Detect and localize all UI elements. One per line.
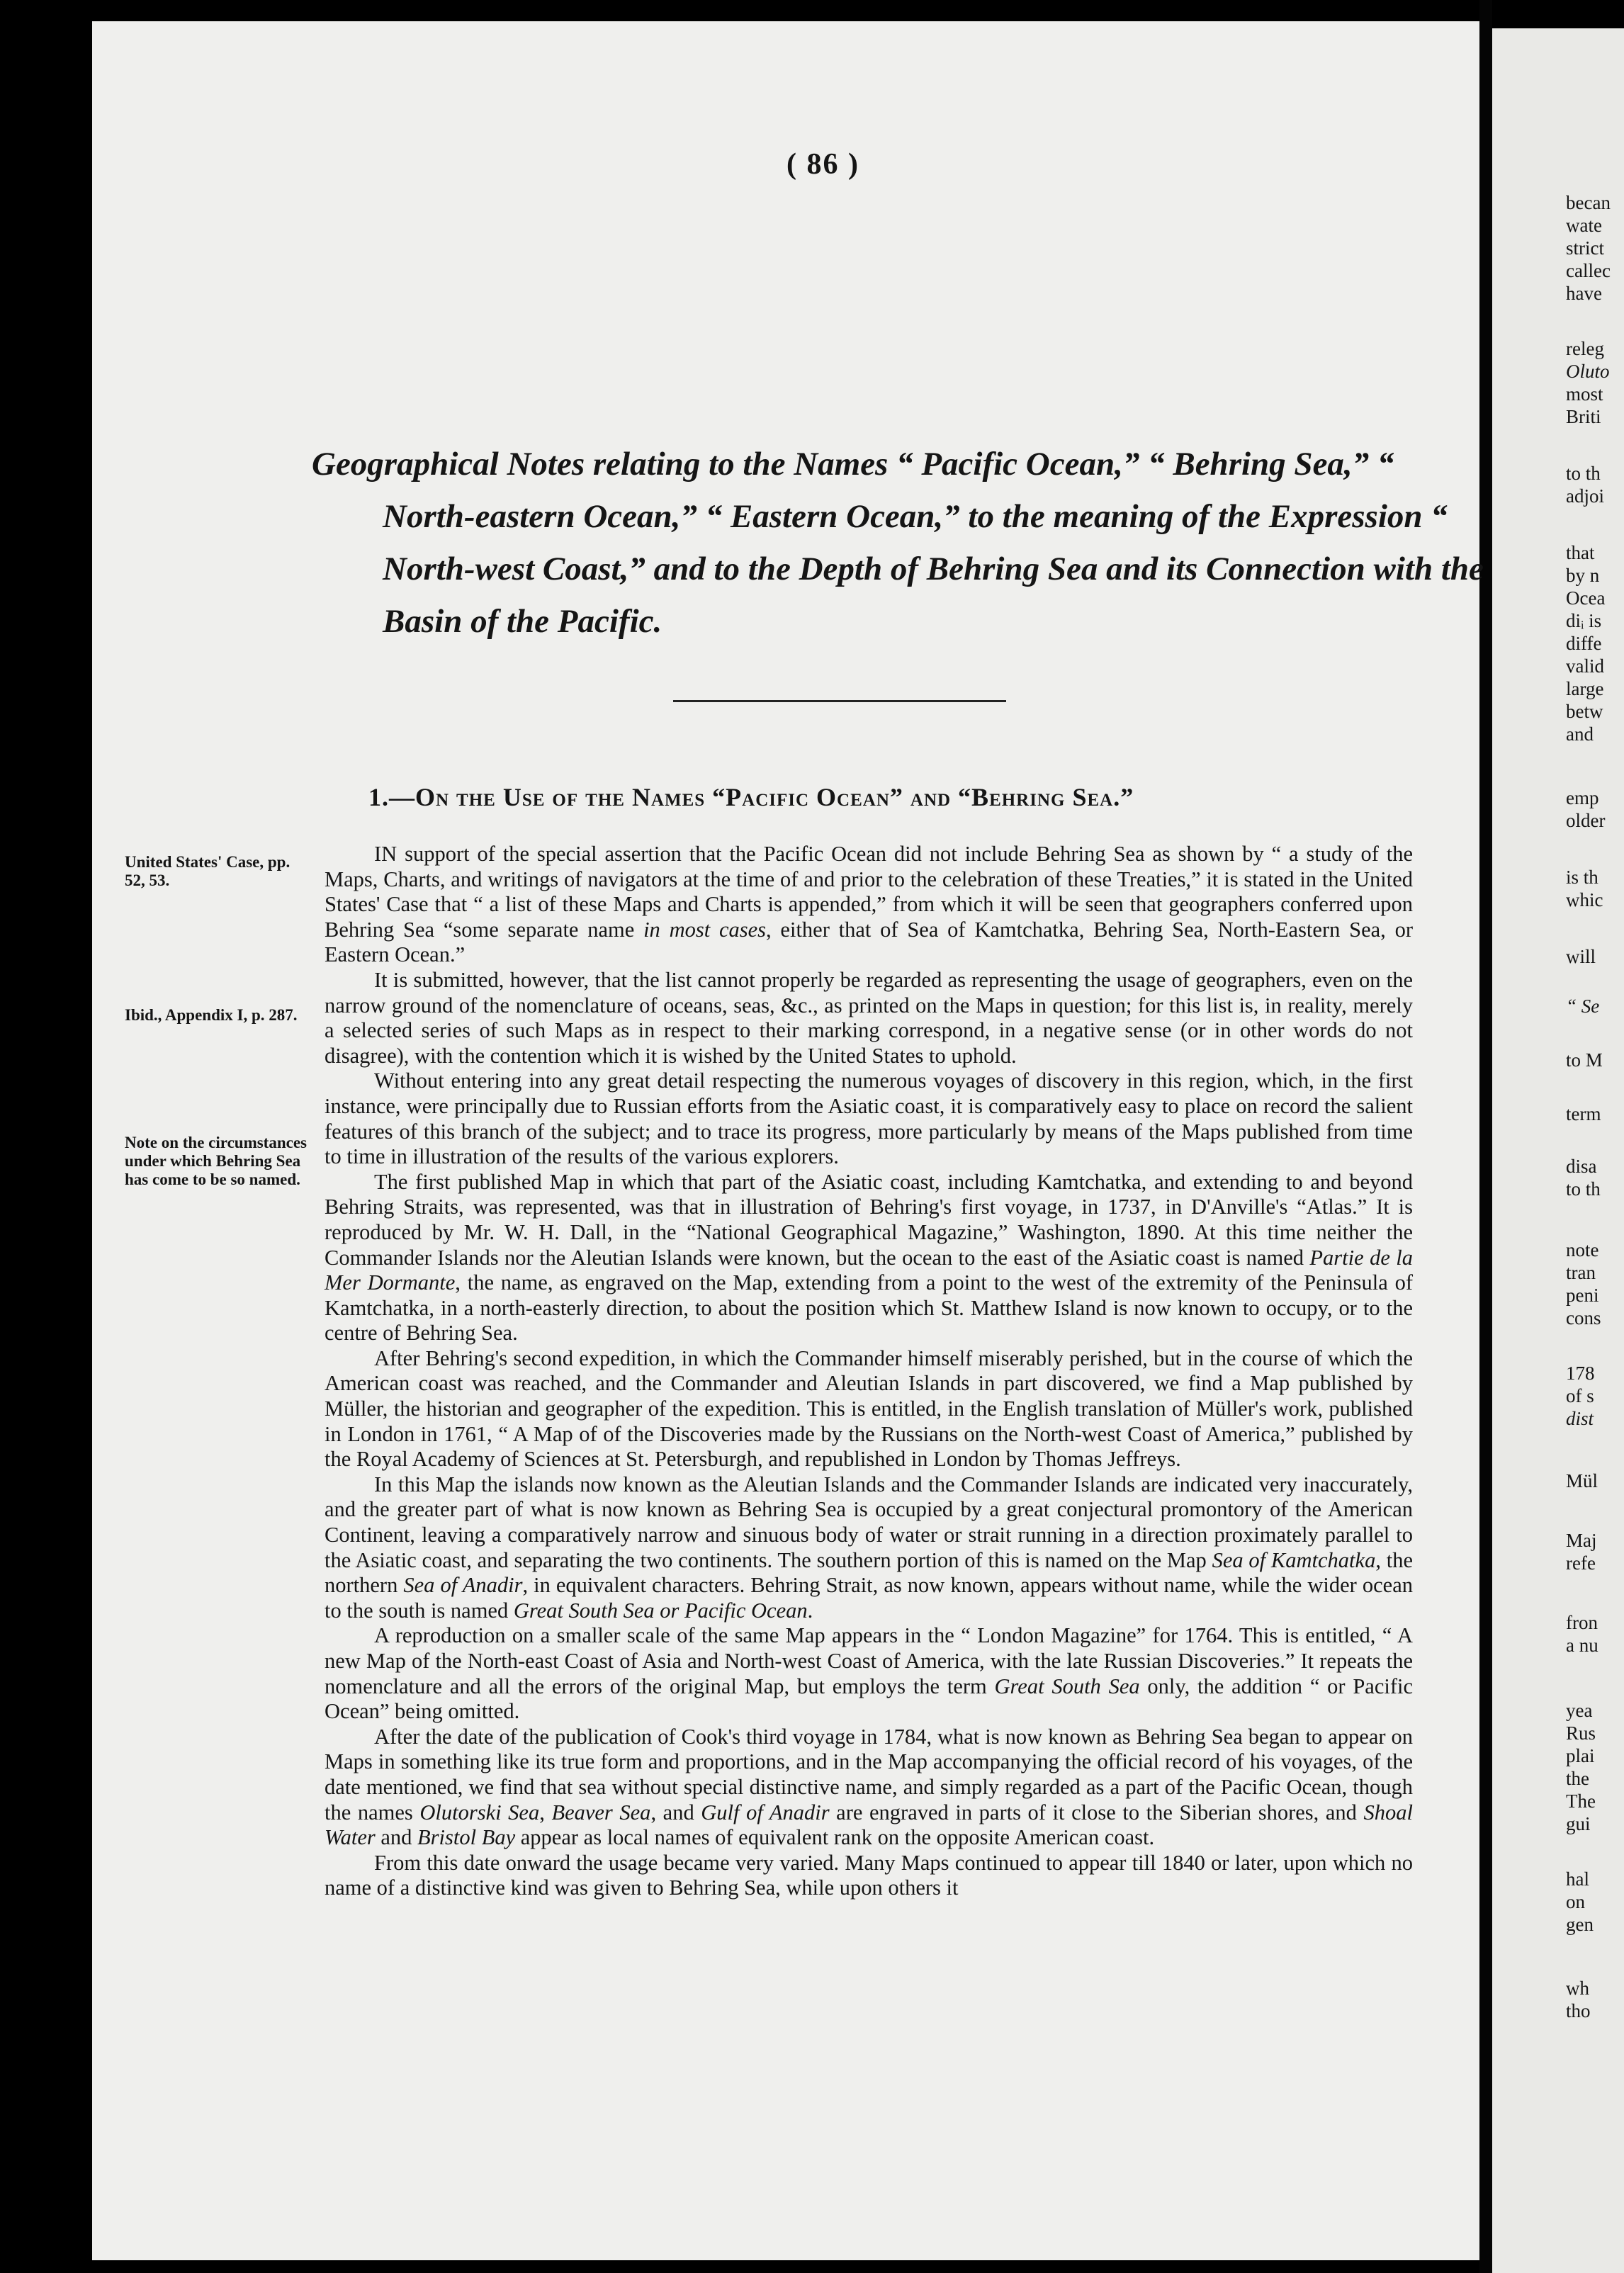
adjacent-page-fragment: yea xyxy=(1566,1700,1593,1721)
adjacent-page-fragment: tho xyxy=(1566,2000,1591,2021)
adjacent-page-fragment: valid xyxy=(1566,655,1604,677)
adjacent-page-fragment: that xyxy=(1566,542,1595,563)
adjacent-page-fragment: 178 xyxy=(1566,1363,1595,1384)
paragraph: The first published Map in which that part of the Asiatic coast, including Kamtchatka, and extending to and beyond Behring Straits, was represented, was that in illustration of Behring's first voyage, in 1737, in D'Anville's “Atlas.” It is reproduced by Mr. W. H. Dall, in the “National Geographical Magazine,” Washington, 1890. At this time neither the Commander Islands nor the Aleutian Islands were known, but the ocean to the east of the Asiatic coast is named Partie de la Mer Dormante, the name, as engraved on the Map, extending from a point to the west of the extremity of the Peninsula of Kamtchatka, in a north-easterly direction, to about the position which St. Matthew Island is now known to occupy, or to the centre of Behring Sea. xyxy=(325,1169,1413,1346)
adjacent-page-fragment: cons xyxy=(1566,1307,1601,1329)
adjacent-page-fragment: “ Se xyxy=(1566,996,1600,1017)
paragraph: IN support of the special assertion that the Pacific Ocean did not include Behring Sea as shown by “ a study of the Maps, Charts, and writings of navigators at the time of and prior to the celebration of these Treaties,” it is stated in the United States' Case that “ a list of these Maps and Charts is appended,” from which it will be seen that geographers conferred upon Behring Sea “some separate name in most cases, either that of Sea of Kamtchatka, Behring Sea, North-Eastern Sea, or Eastern Ocean.” xyxy=(325,842,1413,967)
adjacent-page-fragment: plai xyxy=(1566,1745,1595,1766)
italic-term: Shoal Water xyxy=(325,1800,1413,1850)
italic-term: Great South Sea xyxy=(994,1674,1140,1698)
adjacent-page-fragment: betw xyxy=(1566,701,1603,722)
adjacent-page-fragment: have xyxy=(1566,283,1602,304)
adjacent-page-fragment: callec xyxy=(1566,260,1611,281)
paragraph: In this Map the islands now known as the Aleutian Islands and the Commander Islands are indicated very inaccurately, and the greater part of what is now known as Behring Sea is occupied by a great conjectural promontory of the American Continent, leaving a comparatively narrow and sinuous body of water or strait running in a direction proximately parallel to the Asiatic coast, and separating the two continents. The southern portion of this is named on the Map Sea of Kamtchatka, the northern Sea of Anadir, in equivalent characters. Behring Strait, as now known, appears without name, while the wider ocean to the south is named Great South Sea or Pacific Ocean. xyxy=(325,1472,1414,1623)
adjacent-page-fragment: gui xyxy=(1566,1813,1591,1834)
adjacent-page-fragment: releg xyxy=(1566,338,1604,359)
adjacent-page-fragment: disa xyxy=(1566,1156,1597,1177)
adjacent-page-fragment: diᵢ is xyxy=(1566,610,1602,631)
adjacent-page-fragment: on xyxy=(1566,1891,1585,1912)
adjacent-page-fragment: tran xyxy=(1566,1262,1596,1283)
adjacent-page-fragment: wate xyxy=(1566,215,1602,236)
adjacent-page-fragment: dist xyxy=(1566,1408,1594,1429)
italic-term: Great South Sea or Pacific Ocean xyxy=(513,1598,808,1623)
adjacent-page-fragment: Ocea xyxy=(1566,587,1606,609)
page-number: ( 86 ) xyxy=(786,148,859,181)
paragraph: From this date onward the usage became very varied. Many Maps continued to appear till 1840 or later, upon which no name of a distinctive kind was given to Behring Sea, while upon others it xyxy=(325,1850,1413,1900)
italic-term: Sea of Kamtchatka xyxy=(1212,1547,1376,1572)
adjacent-page-fragment: to M xyxy=(1566,1049,1603,1071)
adjacent-page-fragment: whic xyxy=(1566,889,1603,910)
italic-term: Partie de la Mer Dormante xyxy=(325,1245,1413,1295)
adjacent-page-fragment: the xyxy=(1566,1768,1589,1789)
paragraph: After the date of the publication of Cook's third voyage in 1784, what is now known as Behring Sea began to appear on Maps in something like its true form and proportions, and in the Map accompanying the official record of his voyages, of the date mentioned, we find that sea without special distinctive name, and simply regarded as a part of the Pacific Ocean, though the names Olutorski Sea, Beaver Sea, and Gulf of Anadir are engraved in parts of it close to the Siberian shores, and Shoal Water and Bristol Bay appear as local names of equivalent rank on the opposite American coast. xyxy=(325,1724,1413,1850)
adjacent-page-fragment: adjoi xyxy=(1566,485,1604,507)
adjacent-page-fragment: note xyxy=(1566,1239,1599,1260)
adjacent-page-fragment: most xyxy=(1566,383,1603,405)
adjacent-page-fragment: Maj xyxy=(1566,1530,1597,1551)
section-heading: 1.—On the Use of the Names “Pacific Ocean” and “Behring Sea.” xyxy=(368,783,1134,811)
adjacent-page-fragment: a nu xyxy=(1566,1635,1598,1656)
adjacent-page-fragment: becan xyxy=(1566,192,1611,213)
page-gutter xyxy=(1479,0,1492,2273)
adjacent-page-fragment: The xyxy=(1566,1790,1596,1812)
adjacent-page-fragment: fron xyxy=(1566,1612,1598,1633)
adjacent-page-fragment: peni xyxy=(1566,1285,1599,1306)
adjacent-page-fragment: of s xyxy=(1566,1385,1594,1406)
paragraph: A reproduction on a smaller scale of the same Map appears in the “ London Magazine” for 1764. This is entitled, “ A new Map of the North-east Coast of Asia and North-west Coast of America, with the late Russian Discoveries.” It repeats the nomenclature and all the errors of the original Map, but employs the term Great South Sea only, the addition “ or Pacific Ocean” being omitted. xyxy=(325,1623,1413,1724)
adjacent-page-fragment: large xyxy=(1566,678,1604,699)
sidenote-appendix: Ibid., Appendix I, p. 287. xyxy=(125,1006,298,1024)
italic-term: in most cases xyxy=(643,917,767,942)
adjacent-page-fragment: by n xyxy=(1566,565,1600,586)
adjacent-page-fragment: Briti xyxy=(1566,406,1601,427)
adjacent-page-fragment: term xyxy=(1566,1103,1601,1124)
adjacent-page-fragment: will xyxy=(1566,946,1596,967)
document-title: Geographical Notes relating to the Names “ Pacific Ocean,” “ Behring Sea,” “ North-eastern Ocean,” “ Eastern Ocean,” to the meaning of the Expression “ North-west Coast,” and to the Depth of Behring Sea and its Connection with the Basin of the Pacific. xyxy=(312,446,1484,640)
italic-term: Gulf of Anadir xyxy=(701,1800,830,1824)
paragraph: Without entering into any great detail respecting the numerous voyages of discovery in this region, which, in the first instance, were principally due to Russian efforts from the Asiatic coast, it is comparatively easy to place on record the salient features of this branch of the subject; and to trace its progress, more particularly by means of the Maps published from time to time in illustration of the results of the various explorers. xyxy=(325,1068,1413,1169)
adjacent-page-fragment: Rus xyxy=(1566,1722,1596,1744)
adjacent-page-fragment: refe xyxy=(1566,1552,1596,1574)
adjacent-page-fragment: to th xyxy=(1566,463,1601,484)
adjacent-page-fragment: strict xyxy=(1566,237,1604,259)
paragraph: After Behring's second expedition, in which the Commander himself miserably perished, but in the course of which the American coast was reached, and the Commander and Aleutian Islands in part discovered, we find a Map published by Müller, the historian and geographer of the expedition. This is entitled, in the English translation of Müller's work, published in London in 1761, “ A Map of of the Discoveries made by the Russians on the North-west Coast of America,” published by the Royal Academy of Sciences at St. Petersburgh, and republished in London by Thomas Jeffreys. xyxy=(325,1346,1413,1472)
adjacent-page-fragment: Mül xyxy=(1566,1470,1598,1491)
paragraph: It is submitted, however, that the list cannot properly be regarded as representing the usage of geographers, even on the narrow ground of the nomenclature of oceans, seas, &c., as printed on the Maps in question; for this list is, in reality, merely a selected series of such Maps as in respect to their marking correspond, in a negative sense (or in other words do not disagree), with the contention which it is wished by the United States to uphold. xyxy=(325,967,1413,1068)
adjacent-page-fragment: hal xyxy=(1566,1868,1589,1890)
adjacent-page-fragment: emp xyxy=(1566,787,1599,808)
sidenote-united-states-case: United States' Case, pp. 52, 53. xyxy=(125,853,291,889)
adjacent-page-fragment: wh xyxy=(1566,1978,1589,1999)
italic-term: Beaver Sea xyxy=(551,1800,651,1824)
adjacent-page-fragment: to th xyxy=(1566,1178,1601,1200)
adjacent-page-fragment: diffe xyxy=(1566,633,1602,654)
italic-term: Sea of Anadir xyxy=(403,1573,523,1598)
adjacent-page-fragment: gen xyxy=(1566,1914,1594,1935)
body-text xyxy=(325,842,1413,1901)
title-divider xyxy=(673,700,1006,702)
adjacent-page-fragment: and xyxy=(1566,723,1594,745)
adjacent-page-fragment: Oluto xyxy=(1566,361,1610,382)
italic-term: Bristol Bay xyxy=(417,1825,516,1850)
sidenote-naming-circumstances: Note on the circumstances under which Behring Sea has come to be so named. xyxy=(125,1134,307,1188)
adjacent-page-edge xyxy=(1492,28,1624,2273)
adjacent-page-fragment: older xyxy=(1566,810,1606,831)
italic-term: Olutorski Sea xyxy=(419,1800,540,1824)
adjacent-page-fragment: is th xyxy=(1566,867,1598,888)
